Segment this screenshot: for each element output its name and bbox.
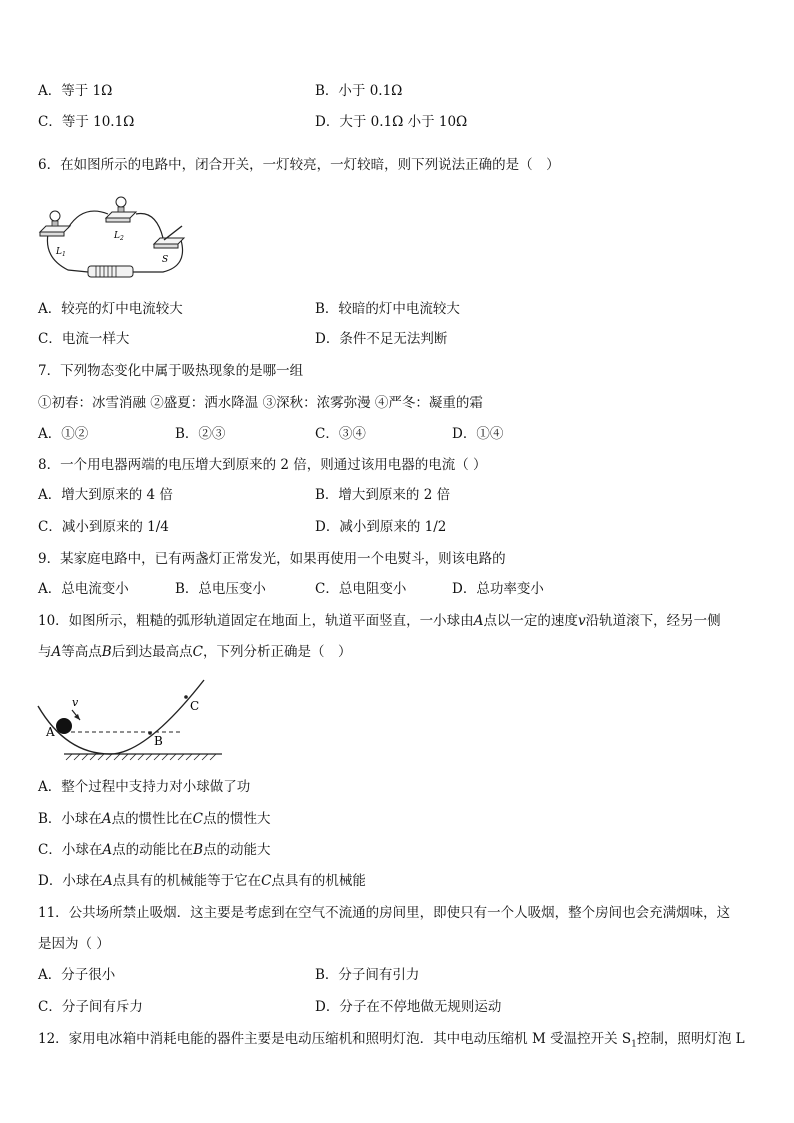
q11-stem-line1: 11．公共场所禁止吸烟．这主要是考虑到在空气不流通的房间里，即使只有一个人吸烟，整个房间也会充满烟味，这: [38, 905, 731, 921]
lamp-l2: [106, 197, 136, 222]
q8-option-b: B．增大到原来的 2 倍: [315, 487, 451, 503]
label-c: C: [190, 699, 200, 713]
circuit-diagram: [38, 196, 198, 276]
q11-option-a: A．分子很小: [38, 967, 116, 983]
q5-option-c: C．等于 10.1Ω: [38, 114, 135, 130]
ball: [56, 718, 72, 734]
label-a: A: [46, 725, 55, 739]
q7-items: ①初春：冰雪消融 ②盛夏：洒水降温 ③深秋：浓雾弥漫 ④严冬：凝重的霜: [38, 395, 483, 411]
q12-stem: 12．家用电冰箱中消耗电能的器件主要是电动压缩机和照明灯泡．其中电动压缩机 M 受温控开关 $S_1$控制，照明灯泡 L: [38, 1031, 745, 1050]
q11-option-d: D．分子在不停地做无规则运动: [315, 999, 502, 1015]
q5-option-a: A．等于 1Ω: [38, 83, 113, 99]
lamp-l1: [40, 211, 70, 236]
q11-option-c: C．分子间有斥力: [38, 999, 143, 1015]
q7-option-a: A．①②: [38, 426, 89, 442]
q8-option-a: A．增大到原来的 4 倍: [38, 487, 173, 503]
q5-option-b: B．小于 0.1Ω: [315, 83, 403, 99]
label-v: v: [72, 696, 79, 709]
q9-option-a: A．总电流变小: [38, 581, 129, 597]
q7-option-d: D．①④: [452, 426, 504, 442]
label-b: B: [154, 734, 163, 748]
q7-stem: 7．下列物态变化中属于吸热现象的是哪一组: [38, 363, 304, 379]
q10-stem-line2: 与A等高点B后到达最高点C，下列分析正确是（ ）: [38, 644, 352, 660]
q8-stem: 8．一个用电器两端的电压增大到原来的 2 倍，则通过该用电器的电流（ ）: [38, 457, 487, 473]
q5-option-d: D．大于 0.1Ω 小于 10Ω: [315, 114, 468, 130]
q6-option-b: B．较暗的灯中电流较大: [315, 301, 460, 317]
track-diagram: [36, 676, 226, 766]
q8-option-c: C．减小到原来的 1/4: [38, 519, 169, 535]
q11-option-b: B．分子间有引力: [315, 967, 420, 983]
q7-option-c: C．③④: [315, 426, 366, 442]
q10-option-c: C．小球在A点的动能比在B点的动能大: [38, 842, 271, 858]
q6-option-c: C．电流一样大: [38, 331, 130, 347]
q9-stem: 9．某家庭电路中，已有两盏灯正常发光，如果再使用一个电熨斗，则该电路的: [38, 551, 506, 567]
q7-option-b: B．②③: [175, 426, 226, 442]
q9-option-b: B．总电压变小: [175, 581, 266, 597]
q6-option-d: D．条件不足无法判断: [315, 331, 448, 347]
q6-option-a: A．较亮的灯中电流较大: [38, 301, 183, 317]
q10-option-a: A．整个过程中支持力对小球做了功: [38, 779, 251, 795]
q6-stem: 6．在如图所示的电路中，闭合开关，一灯较亮，一灯较暗，则下列说法正确的是（ ）: [38, 157, 560, 173]
ground-hatching: [66, 754, 216, 760]
label-s: S: [162, 255, 169, 265]
q9-option-d: D．总功率变小: [452, 581, 544, 597]
q10-stem-line1: 10．如图所示，粗糙的弧形轨道固定在地面上，轨道平面竖直，一小球由A点以一定的速度v沿轨道滚下，经另一侧: [38, 613, 721, 629]
q10-option-b: B．小球在A点的惯性比在C点的惯性大: [38, 811, 271, 827]
battery: [88, 266, 133, 277]
q9-option-c: C．总电阻变小: [315, 581, 407, 597]
label-l2: $L_2$: [114, 231, 124, 242]
curved-track: [38, 680, 204, 754]
label-l1: $L_1$: [56, 247, 66, 258]
q8-option-d: D．减小到原来的 1/2: [315, 519, 447, 535]
switch-s: [154, 226, 184, 248]
q10-option-d: D．小球在A点具有的机械能等于它在C点具有的机械能: [38, 873, 366, 889]
q11-stem-line2: 是因为（ ）: [38, 936, 110, 952]
